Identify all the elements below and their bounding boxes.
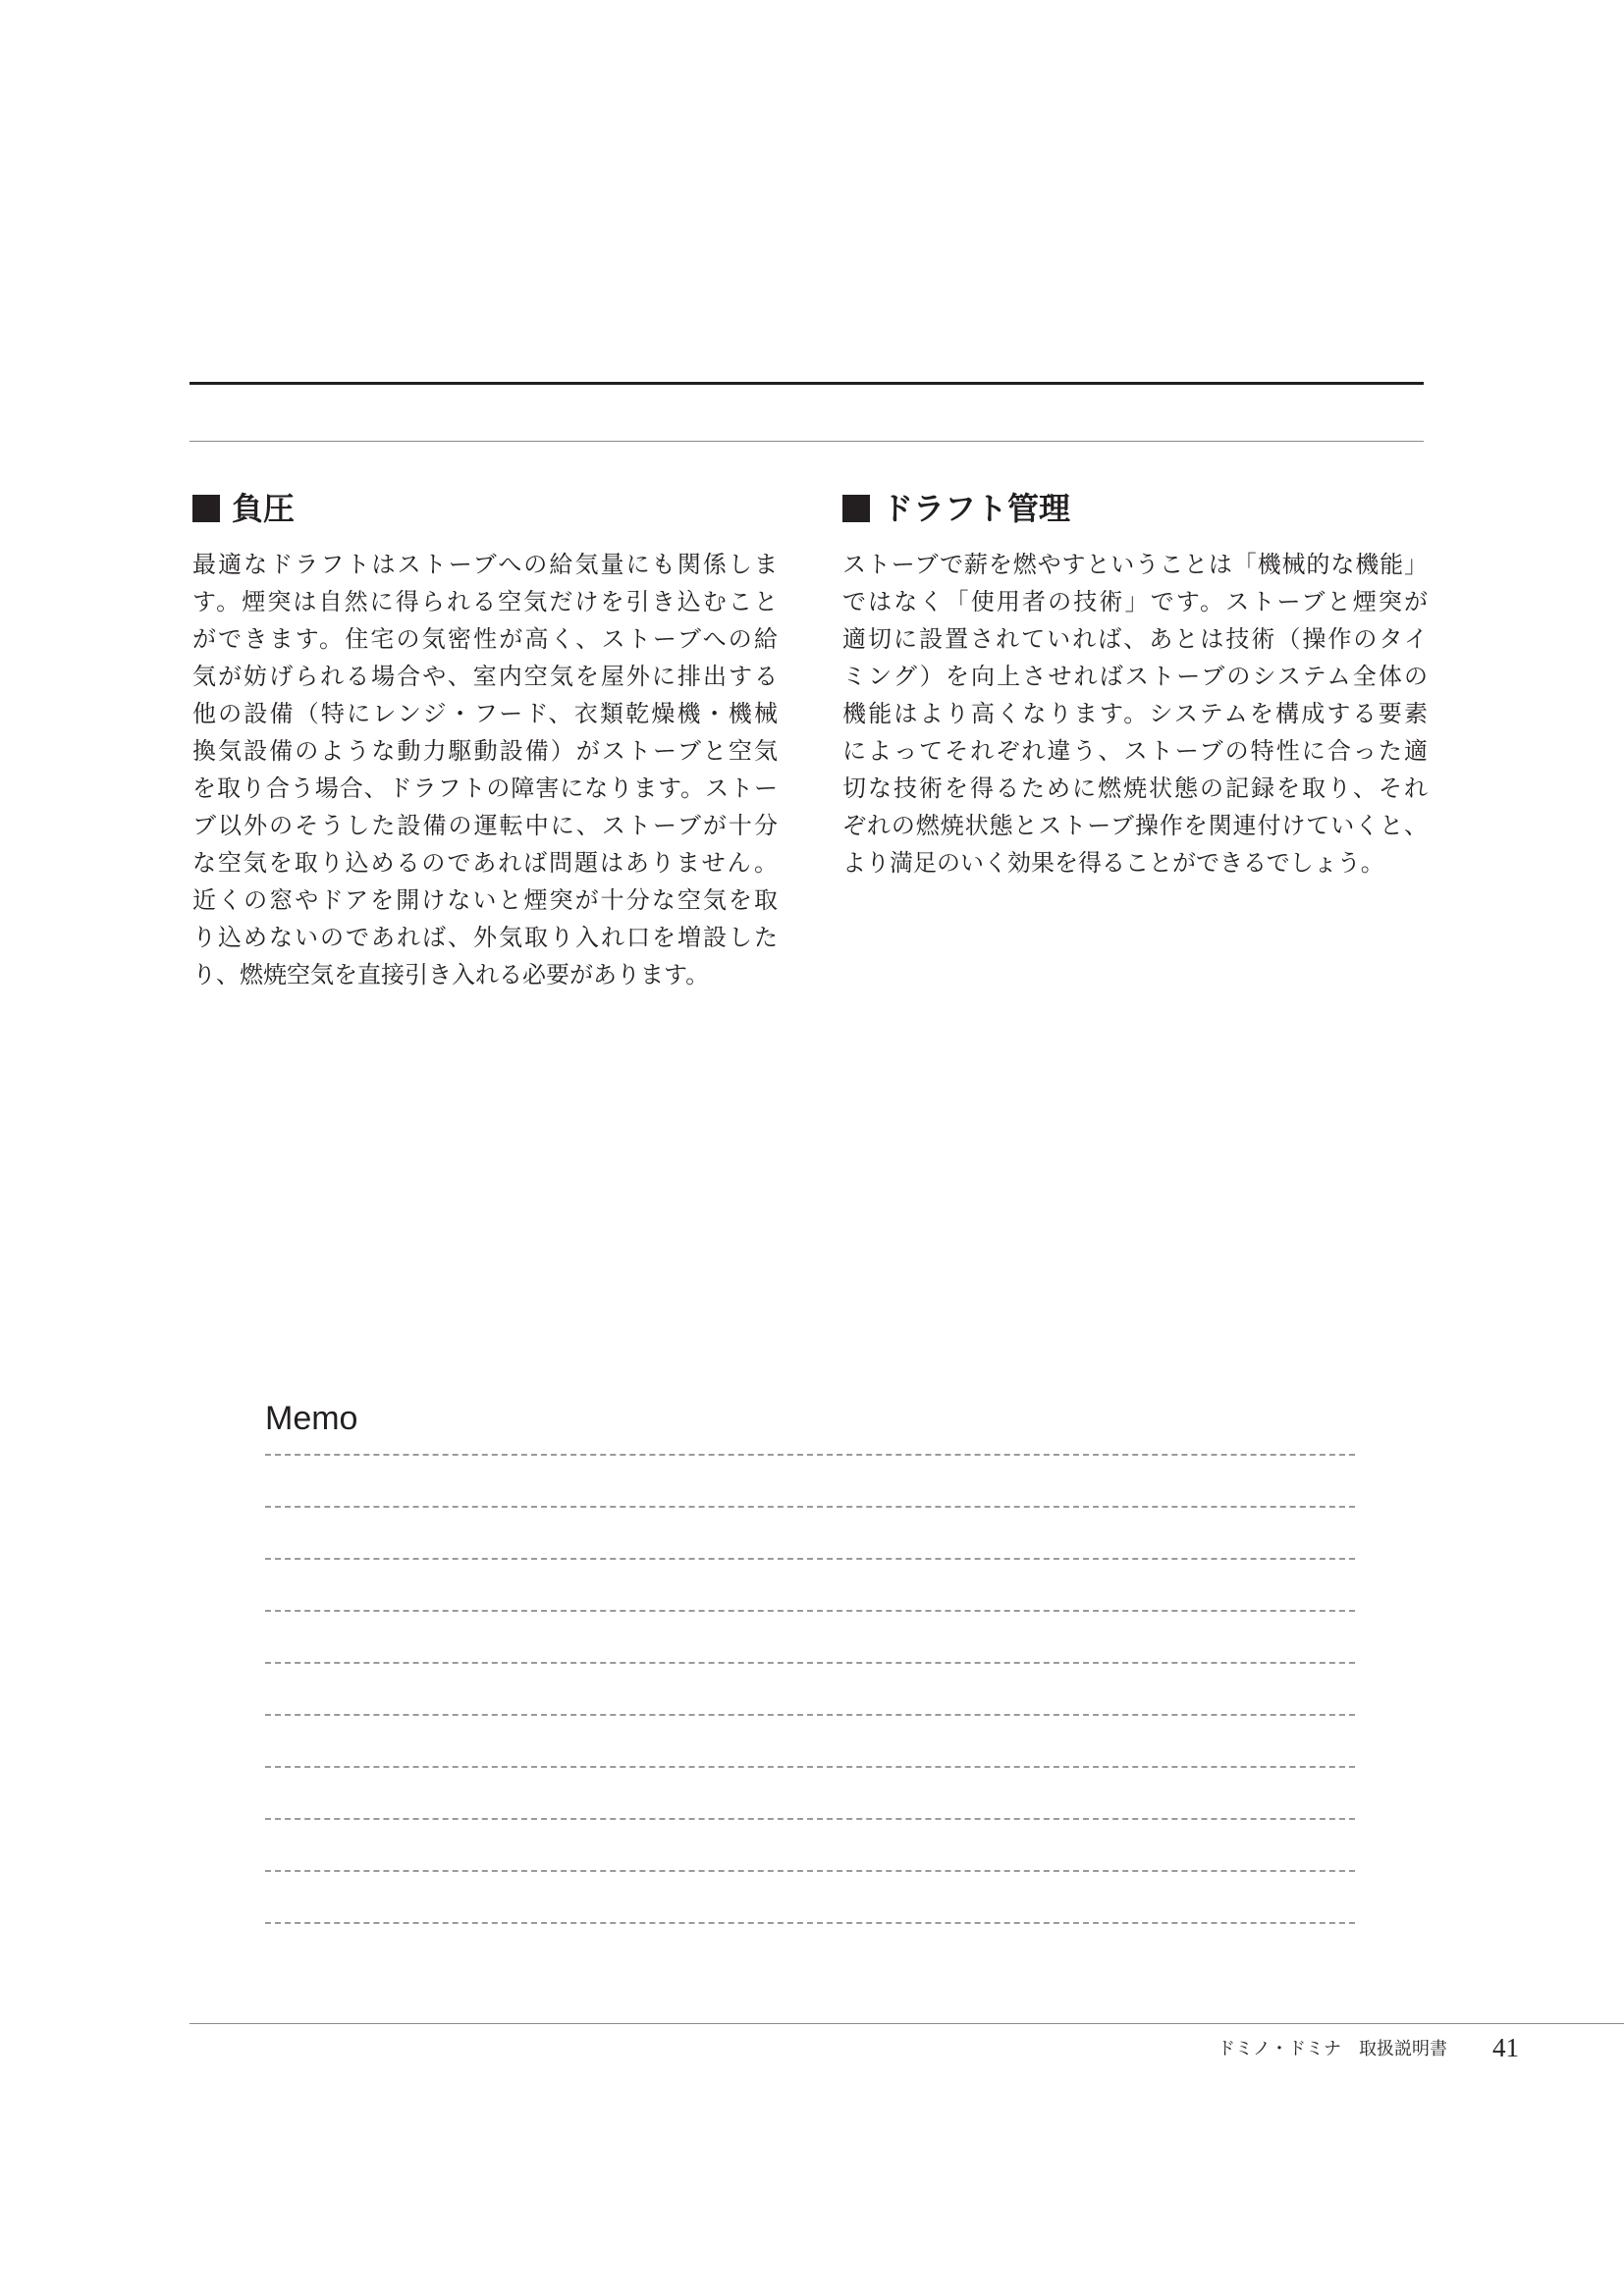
body-line: ストーブで薪を燃やすということは「機械的な機能」: [842, 551, 1428, 578]
body-line: ブ以外のそうした設備の運転中に、ストーブが十分: [192, 812, 778, 839]
memo-line: [265, 1558, 1355, 1560]
memo-area[interactable]: [265, 1454, 1355, 1927]
section-heading: [842, 489, 1428, 528]
body-line: す。煙突は自然に得られる空気だけを引き込むこと: [192, 588, 778, 615]
body-line: ができます。住宅の気密性が高く、ストーブへの給: [192, 625, 778, 653]
body-line: を取り合う場合、ドラフトの障害になります。ストー: [192, 774, 778, 802]
section-heading-text: 負圧: [232, 490, 296, 527]
footer-rule: [189, 2023, 1624, 2024]
body-line: ではなく「使用者の技術」です。ストーブと煙突が: [842, 588, 1428, 615]
square-bullet-icon: [842, 495, 870, 522]
body-line: 近くの窓やドアを開けないと煙突が十分な空気を取: [192, 886, 778, 914]
body-line: より満足のいく効果を得ることができるでしょう。: [842, 849, 1384, 877]
memo-title: Memo: [265, 1400, 358, 1437]
body-line: 最適なドラフトはストーブへの給気量にも関係しま: [192, 551, 778, 578]
square-bullet-icon: [192, 495, 220, 522]
body-line: な空気を取り込めるのであれば問題はありません。: [192, 849, 778, 877]
memo-line: [265, 1454, 1355, 1456]
section-body: [842, 546, 1428, 881]
memo-line: [265, 1714, 1355, 1716]
memo-line: [265, 1922, 1355, 1924]
memo-line: [265, 1662, 1355, 1664]
body-line: 他の設備（特にレンジ・フード、衣類乾燥機・機械: [192, 700, 778, 727]
body-line: り込めないのであれば、外気取り入れ口を増設した: [192, 924, 778, 951]
memo-line: [265, 1610, 1355, 1612]
top-rule: [189, 382, 1424, 385]
body-line: ミング）を向上させればストーブのシステム全体の: [842, 663, 1428, 690]
header-divider: [189, 441, 1424, 442]
body-line: によってそれぞれ違う、ストーブの特性に合った適: [842, 737, 1428, 765]
memo-line: [265, 1818, 1355, 1820]
body-line: り、燃焼空気を直接引き入れる必要があります。: [192, 961, 710, 988]
memo-line: [265, 1766, 1355, 1768]
page-number: 41: [1492, 2033, 1519, 2062]
body-line: 換気設備のような動力駆動設備）がストーブと空気: [192, 737, 778, 765]
footer-document-title: ドミノ・ドミナ 取扱説明書: [1218, 2039, 1447, 2059]
body-line: 切な技術を得るために燃焼状態の記録を取り、それ: [842, 774, 1428, 802]
section-heading-text: ドラフト管理: [882, 490, 1071, 527]
body-line: 気が妨げられる場合や、室内空気を屋外に排出する: [192, 663, 778, 690]
memo-line: [265, 1870, 1355, 1872]
section-heading: [192, 489, 778, 528]
body-line: 機能はより高くなります。システムを構成する要素: [842, 700, 1428, 727]
section-body: [192, 546, 778, 993]
section-negative-pressure: [192, 489, 778, 993]
section-draft-management: [842, 489, 1428, 881]
body-line: 適切に設置されていれば、あとは技術（操作のタイ: [842, 625, 1428, 653]
body-line: ぞれの燃焼状態とストーブ操作を関連付けていくと、: [842, 812, 1428, 839]
memo-line: [265, 1506, 1355, 1508]
